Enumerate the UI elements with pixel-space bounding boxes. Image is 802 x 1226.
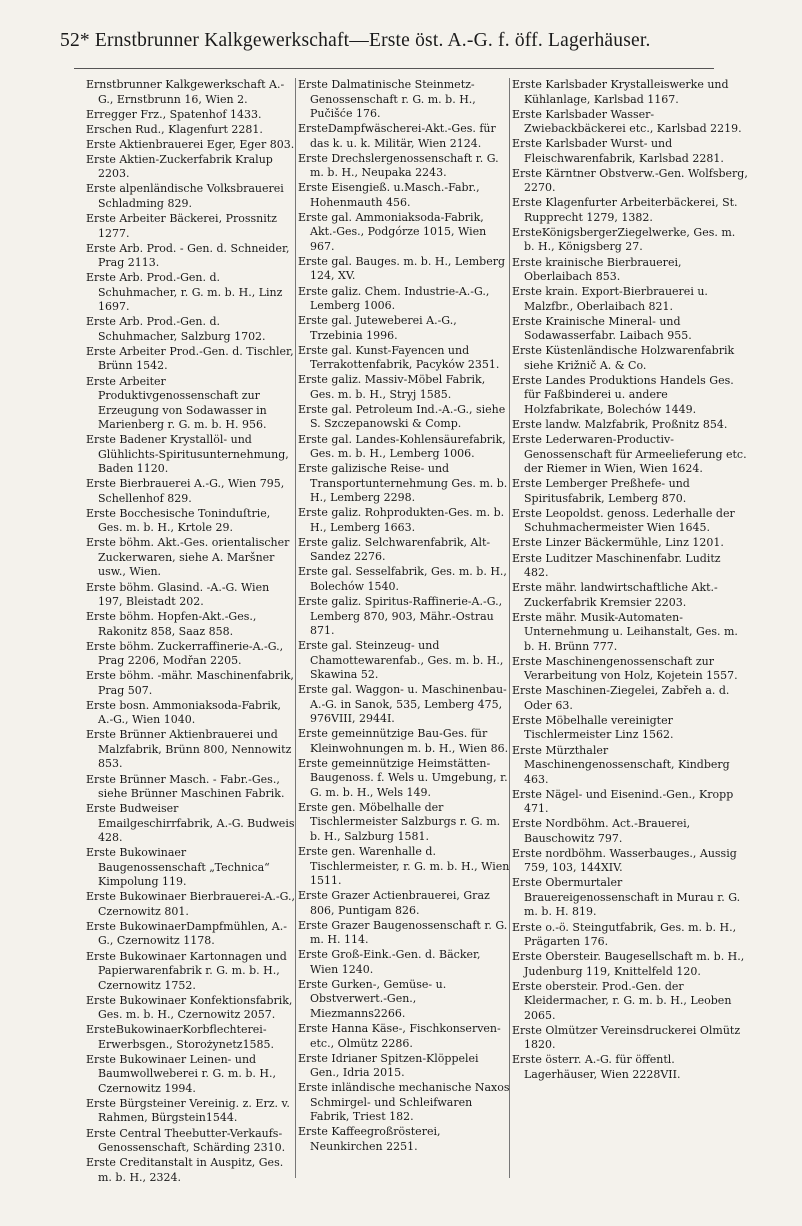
directory-entry: Erste alpenländische Volksbrauerei Schladming 829. [86,182,284,210]
directory-entry: Erschen Rud., Klagenfurt 2281. [86,122,263,136]
directory-entry: Erste Central Theebutter-Verkaufs-Genossenschaft, Schärding 2310. [86,1126,286,1154]
directory-entry: Erste galiz. Chem. Industrie-A.-G., Lemberg 1006. [298,284,490,313]
directory-entry: Erste Nägel- und Eisenind.-Gen., Kropp 471. [512,787,734,816]
directory-entry: Erste Landes Produktions Handels Ges. für Faßbinderei u. andere Holzfabrikate, Bolechów 1449. [512,373,734,416]
page-header: 52* Ernstbrunner Kalkgewerkschaft—Erste öst. A.-G. f. öff. Lagerhäuser. [60,30,651,51]
directory-entry: Erste galiz. Massiv-Möbel Fabrik, Ges. m. b. H., Stryj 1585. [298,373,486,401]
directory-entry: Erste Bierbrauerei A.-G., Wien 795, Schellenhof 829. [86,477,285,505]
directory-entry: Erste böhm. Glasind. -A.-G. Wien 197, Bleistadt 202. [86,580,270,608]
directory-entry: Erste böhm. Akt.-Ges. orientalischer Zuckerwaren, siehe A. Maršner usw., Wien. [86,536,290,579]
column-2 [298,78,510,1155]
directory-entry: Erste Mürzthaler Maschinengenossenschaft, Kindberg 463. [512,743,730,786]
directory-entry: Erste gemeinnützige Heimstätten-Baugenoss. f. Wels u. Umgebung, r. G. m. b. H., Wels 149. [298,756,508,799]
directory-entry: Erste Linzer Bäckermühle, Linz 1201. [512,536,724,550]
directory-entry: Erste Arbeiter Produktivgenossenschaft zur Erzeugung von Sodawasser in Marienberg r. G. m. b. H. 956. [86,374,267,432]
directory-entry: Erste Drechslergenossenschaft r. G. m. b. H., Neupaka 2243. [298,151,499,180]
directory-entry: Erste Budweiser Emailgeschirrfabrik, A.-G. Budweis 428. [86,802,295,845]
directory-entry: Erste Idrianer Spitzen-Klöppelei Gen., Idria 2015. [298,1051,479,1080]
directory-entry: Erste o.-ö. Steingutfabrik, Ges. m. b. H., Prägarten 176. [512,920,737,949]
directory-entry: Erste Brünner Aktienbrauerei und Malzfabrik, Brünn 800, Nennowitz 853. [86,728,292,771]
directory-entry: Erste Lederwaren-Productiv-Genossenschaft für Armeelieferung etc. der Riemer in Wien, Wien 1624. [512,433,747,476]
directory-entry: Erste gal. Bauges. m. b. H., Lemberg 124, XV. [298,254,506,283]
directory-entry: Erste Maschinen-Ziegelei, Zabřeh a. d. Oder 63. [512,684,730,712]
directory-entry: Erste mähr. landwirtschaftliche Akt.-Zuckerfabrik Kremsier 2203. [512,581,718,609]
directory-entry: Erste gal. Waggon- u. Maschinenbau-A.-G. in Sanok, 535, Lemberg 475, 976VIII, 2944I. [298,683,507,726]
directory-entry: Erste galiz. Spiritus-Raffinerie-A.-G., Lemberg 870, 903, Mähr.-Ostrau 871. [298,595,503,637]
directory-entry: Erste Olmützer Vereinsdruckerei Olmütz 1820. [512,1023,741,1052]
directory-entry: ErsteKönigsbergerZiegelwerke, Ges. m. b. H., Königsberg 27. [512,225,736,254]
directory-entry: Erste böhm. Hopfen-Akt.-Ges., Rakonitz 858, Saaz 858. [86,610,257,638]
directory-entry: Erste gal. Petroleum Ind.-A.-G., siehe S. Szczepanowski & Comp. [298,402,506,431]
directory-entry: Erste Aktienbrauerei Eger, Eger 803. [86,137,295,151]
directory-entry: Erste gal. Juteweberei A.-G., Trzebinia 1996. [298,314,457,342]
directory-entry: Erste Gurken-, Gemüse- u. Obstverwert.-Gen., Miezmanns2266. [298,977,447,1020]
directory-entry: Erste inländische mechanische Naxos Schmirgel- und Schleifwaren Fabrik, Triest 182. [298,1081,510,1124]
directory-entry: Erste Brünner Masch. - Fabr.-Ges., siehe Brünner Maschinen Fabrik. [86,772,285,801]
column-separator [509,78,510,1178]
directory-entry: Erste Küstenländische Holzwarenfabrik siehe Križnič A. & Co. [512,344,735,372]
directory-entry: Erste Kärntner Obstverw.-Gen. Wolfsberg, 2270. [512,166,748,195]
directory-entry: Erste Maschinengenossenschaft zur Verarbeitung von Holz, Kojetein 1557. [512,654,738,683]
directory-entry: Erste böhm. -mähr. Maschinenfabrik, Prag 507. [86,669,294,697]
directory-entry: Erste Arb. Prod. - Gen. d. Schneider, Prag 2113. [86,241,290,270]
directory-entry: Erste Karlsbader Wurst- und Fleischwarenfabrik, Karlsbad 2281. [512,137,724,165]
directory-entry: Erste Karlsbader Krystalleiswerke und Kühlanlage, Karlsbad 1167. [512,78,729,106]
directory-entry: Erste gal. Ammoniaksoda-Fabrik, Akt.-Ges., Podgórze 1015, Wien 967. [298,210,487,253]
directory-entry: Erste krain. Export-Bierbrauerei u. Malzfbr., Oberlaibach 821. [512,285,708,313]
directory-entry: Erste Bukowinaer Kartonnagen und Papierwarenfabrik r. G. m. b. H., Czernowitz 1752. [86,949,287,992]
directory-entry: Erste Grazer Baugenossenschaft r. G. m. H. 114. [298,918,508,947]
directory-entry: Erste galiz. Rohprodukten-Ges. m. b. H., Lemberg 1663. [298,506,505,534]
directory-entry: Erste Bukowinaer Bierbrauerei-A.-G., Czernowitz 801. [86,890,296,918]
directory-entry: Erste Arb. Prod.-Gen. d. Schuhmacher, Salzburg 1702. [86,315,266,343]
directory-entry: Erste Leopoldst. genoss. Lederhalle der Schuhmachermeister Wien 1645. [512,506,735,535]
directory-entry: Erste Möbelhalle vereinigter Tischlermeister Linz 1562. [512,713,674,742]
column-3 [512,78,748,1083]
directory-entry: Erste gal. Steinzeug- und Chamottewarenfab., Ges. m. b. H., Skawina 52. [298,639,504,682]
directory-entry: Erste gen. Möbelhalle der Tischlermeister Salzburgs r. G. m. b. H., Salzburg 1581. [298,800,501,843]
directory-entry: Erste böhm. Zuckerraffinerie-A.-G., Prag 2206, Modřan 2205. [86,639,284,668]
directory-entry: Erste galizische Reise- und Transportunternehmung Ges. m. b. H., Lemberg 2298. [298,462,508,505]
directory-entry: Erste Kaffeegroßrösterei, Neunkirchen 2251. [298,1125,441,1153]
directory-entry: Erste österr. A.-G. für öffentl. Lagerhäuser, Wien 2228VII. [512,1053,681,1081]
column-1 [86,78,296,1186]
directory-entry: Erste Grazer Actienbrauerei, Graz 806, Puntigam 826. [298,889,490,917]
directory-entry: Erste Obermurtaler Brauereigenossenschaft in Murau r. G. m. b. H. 819. [512,876,741,919]
directory-entry: Erste Bukowinaer Leinen- und Baumwollweberei r. G. m. b. H., Czernowitz 1994. [86,1052,276,1095]
header-rule [74,68,714,69]
directory-entry: Erste Eisengieß. u.Masch.-Fabr., Hohenmauth 456. [298,181,480,209]
directory-entry: Erste Badener Krystallöl- und Glühlichts-Spiritusunternehmung, Baden 1120. [86,433,289,476]
directory-entry: Erste Klagenfurter Arbeiterbäckerei, St. Rupprecht 1279, 1382. [512,196,738,224]
directory-entry: Erste Nordböhm. Act.-Brauerei, Bauschowitz 797. [512,817,691,845]
directory-entry: Erste Obersteir. Baugesellschaft m. b. H., Judenburg 119, Knittelfeld 120. [512,950,745,978]
directory-entry: Erste obersteir. Prod.-Gen. der Kleidermacher, r. G. m. b. H., Leoben 2065. [512,979,732,1022]
directory-entry: Erste Arbeiter Bäckerei, Prossnitz 1277. [86,212,277,240]
directory-entry: Erste landw. Malzfabrik, Proßnitz 854. [512,418,728,432]
directory-entry: Erste Bukowinaer Baugenossenschaft „Technica“ Kimpolung 119. [86,846,270,889]
directory-entry: Erste gal. Kunst-Fayencen und Terrakottenfabrik, Pacyków 2351. [298,343,500,372]
directory-entry: Erste nordböhm. Wasserbauges., Aussig 759, 103, 144XIV. [512,846,737,875]
directory-entry: Erste galiz. Selchwarenfabrik, Alt-Sandez 2276. [298,535,491,564]
directory-entry: Erste krainische Bierbrauerei, Oberlaibach 853. [512,255,682,284]
directory-entry: ErsteBukowinaerKorbflechterei-Erwerbsgen., Storożynetz1585. [86,1023,275,1051]
directory-entry: ErsteDampfwäscherei-Akt.-Ges. für das k. u. k. Militär, Wien 2124. [298,122,496,150]
directory-entry: Erste Hanna Käse-, Fischkonserven- etc., Olmütz 2286. [298,1022,501,1050]
directory-entry: Erste gal. Sesselfabrik, Ges. m. b. H., Bolechów 1540. [298,565,507,593]
column-separator [295,78,296,1178]
directory-entry: Erregger Frz., Spatenhof 1433. [86,107,262,121]
directory-entry: Erste gemeinnützige Bau-Ges. für Kleinwohnungen m. b. H., Wien 86. [298,727,509,755]
directory-entry: Erste mähr. Musik-Automaten-Unternehmung u. Leihanstalt, Ges. m. b. H. Brünn 777. [512,610,738,653]
directory-entry: Ernstbrunner Kalkgewerkschaft A.-G., Ernstbrunn 16, Wien 2. [86,78,285,106]
directory-entry: Erste Arbeiter Prod.-Gen. d. Tischler, Brünn 1542. [86,344,294,373]
directory-entry: Erste Dalmatinische Steinmetz-Genossenschaft r. G. m. b. H., Pučišće 176. [298,78,476,120]
directory-entry: Erste Karlsbader Wasser-Zwiebackbäckerei etc., Karlsbad 2219. [512,107,742,136]
directory-entry: Erste Bocchesische Toninduſtrie, Ges. m. b. H., Krtole 29. [86,506,271,535]
directory-entry: Erste Groß-Eink.-Gen. d. Bäcker, Wien 1240. [298,948,481,976]
directory-entry: Erste BukowinaerDampfmühlen, A.-G., Czernowitz 1178. [86,919,287,948]
directory-entry: Erste Aktien-Zuckerfabrik Kralup 2203. [86,152,273,181]
directory-entry: Erste Bürgsteiner Vereinig. z. Erz. v. Rahmen, Bürgstein1544. [86,1096,290,1125]
directory-entry: Erste Krainische Mineral- und Sodawasserfabr. Laibach 955. [512,314,692,343]
directory-entry: Erste Luditzer Maschinenfabr. Luditz 482. [512,551,721,579]
directory-entry: Erste gen. Warenhalle d. Tischlermeister, r. G. m. b. H., Wien 1511. [298,845,510,888]
directory-entry: Erste gal. Landes-Kohlensäurefabrik, Ges. m. b. H., Lemberg 1006. [298,432,506,461]
directory-entry: Erste bosn. Ammoniaksoda-Fabrik, A.-G., Wien 1040. [86,698,282,727]
directory-entry: Erste Lemberger Preßhefe- und Spiritusfabrik, Lemberg 870. [512,477,690,505]
directory-entry: Erste Arb. Prod.-Gen. d. Schuhmacher, r. G. m. b. H., Linz 1697. [86,271,283,314]
directory-entry: Erste Bukowinaer Konfektionsfabrik, Ges. m. b. H., Czernowitz 2057. [86,993,293,1022]
directory-entry: Erste Creditanstalt in Auspitz, Ges. m. b. H., 2324. [86,1156,284,1184]
